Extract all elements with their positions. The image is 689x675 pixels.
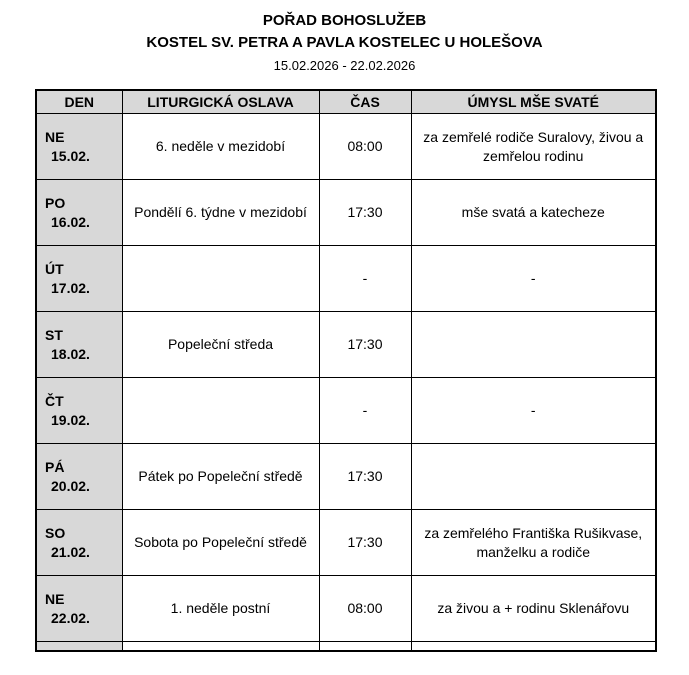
day-cell <box>36 180 122 246</box>
footer-day-cell <box>36 642 122 652</box>
time-cell: 17:30 <box>319 510 411 576</box>
day-cell <box>36 510 122 576</box>
day-abbrev: NE <box>45 590 65 607</box>
day-date: 16.02. <box>51 213 90 230</box>
intention-cell: - <box>411 378 656 444</box>
footer-empty-cell <box>411 642 656 652</box>
schedule-table <box>35 89 657 652</box>
day-date: 18.02. <box>51 345 90 362</box>
day-date: 20.02. <box>51 477 90 494</box>
column-header-cas: ČAS <box>319 90 411 114</box>
intention-cell: za zemřelého Františka Rušikvase, manželku a rodiče <box>411 510 656 576</box>
celebration-cell: Sobota po Popeleční středě <box>122 510 319 576</box>
celebration-cell: Popeleční středa <box>122 312 319 378</box>
day-cell <box>36 576 122 642</box>
day-cell <box>36 114 122 180</box>
day-abbrev: PO <box>45 194 66 211</box>
time-cell: - <box>319 246 411 312</box>
schedule-table-body <box>36 114 656 652</box>
footer-empty-cell <box>319 642 411 652</box>
day-cell <box>36 444 122 510</box>
celebration-cell: 1. neděle postní <box>122 576 319 642</box>
day-abbrev: PÁ <box>45 458 65 475</box>
intention-cell: za zemřelé rodiče Suralovy, živou a zemřelou rodinu <box>411 114 656 180</box>
day-abbrev: ČT <box>45 392 64 409</box>
table-row <box>36 444 656 510</box>
day-date: 22.02. <box>51 609 90 626</box>
table-row <box>36 180 656 246</box>
day-cell <box>36 378 122 444</box>
intention-cell: - <box>411 246 656 312</box>
time-cell: 08:00 <box>319 114 411 180</box>
intention-cell <box>411 312 656 378</box>
day-abbrev: ÚT <box>45 260 64 277</box>
intention-cell: za živou a + rodinu Sklenářovu <box>411 576 656 642</box>
day-date: 19.02. <box>51 411 90 428</box>
day-cell <box>36 246 122 312</box>
title-block <box>0 10 689 75</box>
day-date: 15.02. <box>51 147 90 164</box>
day-abbrev: NE <box>45 128 65 145</box>
intention-cell <box>411 444 656 510</box>
time-cell: 17:30 <box>319 312 411 378</box>
time-cell: - <box>319 378 411 444</box>
time-cell: 17:30 <box>319 444 411 510</box>
celebration-cell: 6. neděle v mezidobí <box>122 114 319 180</box>
time-cell: 08:00 <box>319 576 411 642</box>
time-cell: 17:30 <box>319 180 411 246</box>
day-abbrev: ST <box>45 326 63 343</box>
table-header-row <box>36 90 656 114</box>
day-date: 17.02. <box>51 279 90 296</box>
column-header-liturgicka-oslava: LITURGICKÁ OSLAVA <box>122 90 319 114</box>
celebration-cell: Pondělí 6. týdne v mezidobí <box>122 180 319 246</box>
table-row <box>36 510 656 576</box>
table-row <box>36 576 656 642</box>
day-date: 21.02. <box>51 543 90 560</box>
column-header-den: DEN <box>36 90 122 114</box>
table-footer-row <box>36 642 656 652</box>
celebration-cell: Pátek po Popeleční středě <box>122 444 319 510</box>
date-range: 15.02.2026 - 22.02.2026 <box>273 57 416 73</box>
table-row <box>36 246 656 312</box>
intention-cell: mše svatá a katecheze <box>411 180 656 246</box>
page-subtitle: KOSTEL SV. PETRA A PAVLA KOSTELEC U HOLEŠOVA <box>146 33 543 51</box>
page-title: POŘAD BOHOSLUŽEB <box>262 12 427 29</box>
column-header-umysl-mse-svate: ÚMYSL MŠE SVATÉ <box>411 90 656 114</box>
celebration-cell <box>122 246 319 312</box>
footer-empty-cell <box>122 642 319 652</box>
day-abbrev: SO <box>45 524 66 541</box>
day-cell <box>36 312 122 378</box>
table-row <box>36 378 656 444</box>
table-row <box>36 114 656 180</box>
table-row <box>36 312 656 378</box>
celebration-cell <box>122 378 319 444</box>
